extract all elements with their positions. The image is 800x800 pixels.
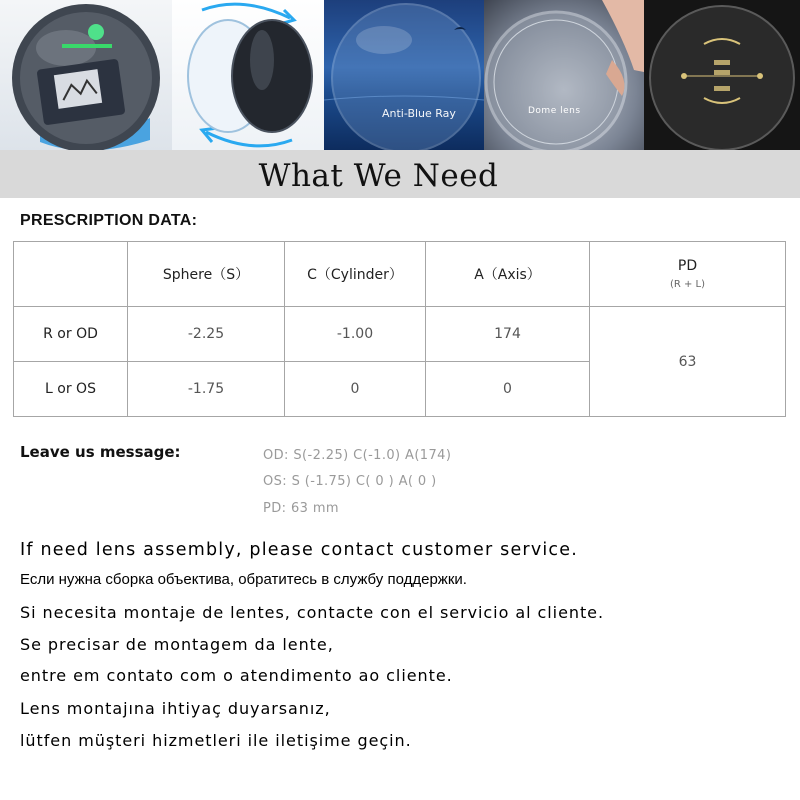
pd-header-sublabel: (R + L) (669, 279, 706, 290)
header-cell-sphere: Sphere（S） (128, 242, 285, 307)
note-english: If need lens assembly, please contact customer service. (20, 540, 578, 560)
note-portuguese-line-1: Se precisar de montagem da lente, (20, 635, 334, 654)
message-pd-line: PD: 63 mm (263, 501, 339, 516)
progressive-lens-illustration (644, 0, 800, 150)
eye-label-right: R or OD (14, 307, 128, 362)
pd-value: 63 (590, 307, 786, 417)
page-title: What We Need (258, 158, 499, 194)
note-spanish: Si necesita montaje de lentes, contacte con el servicio al cliente. (20, 603, 605, 622)
right-sphere-value: -2.25 (128, 307, 285, 362)
left-sphere-value: -1.75 (128, 362, 285, 417)
message-label: Leave us message: (20, 443, 181, 461)
photochromic-lens-pair-illustration (172, 0, 324, 150)
header-cell-pd (590, 242, 786, 307)
message-od-line: OD: S(-2.25) C(-1.0) A(174) (263, 448, 452, 463)
dome-lens-caption: Dome lens (528, 106, 581, 116)
product-photo-strip (0, 0, 800, 150)
header-cell-axis: A（Axis） (426, 242, 590, 307)
dome-lens-illustration (484, 0, 644, 150)
anti-blue-ray-caption: Anti-Blue Ray (382, 107, 456, 120)
dome-lens-photo (484, 0, 644, 150)
message-os-line: OS: S (-1.75) C( 0 ) A( 0 ) (263, 474, 437, 489)
right-cylinder-value: -1.00 (285, 307, 426, 362)
header-cell-cylinder: C（Cylinder） (285, 242, 426, 307)
pd-header-label: PD (677, 258, 698, 274)
table-row-right-eye (14, 307, 786, 362)
note-turkish-line-1: Lens montajına ihtiyaç duyarsanız, (20, 699, 331, 718)
progressive-lens-diagram-photo (644, 0, 800, 150)
header-cell-blank (14, 242, 128, 307)
prescription-heading: PRESCRIPTION DATA: (20, 212, 198, 229)
left-axis-value: 0 (426, 362, 590, 417)
title-band (0, 150, 800, 198)
note-turkish-line-2: lütfen müşteri hizmetleri ile iletişime geçin. (20, 731, 412, 750)
left-cylinder-value: 0 (285, 362, 426, 417)
anti-blue-ray-illustration (324, 0, 484, 150)
eye-label-left: L or OS (14, 362, 128, 417)
anti-blue-ray-lens-photo (324, 0, 484, 150)
note-russian: Если нужна сборка объектива, обратитесь в службу поддержки. (20, 571, 467, 588)
prescription-table (13, 241, 786, 417)
lens-in-case-illustration (0, 0, 172, 150)
right-axis-value: 174 (426, 307, 590, 362)
lens-in-case-photo (0, 0, 172, 150)
note-portuguese-line-2: entre em contato com o atendimento ao cliente. (20, 666, 453, 685)
photochromic-lens-pair-photo (172, 0, 324, 150)
table-header-row (14, 242, 786, 307)
